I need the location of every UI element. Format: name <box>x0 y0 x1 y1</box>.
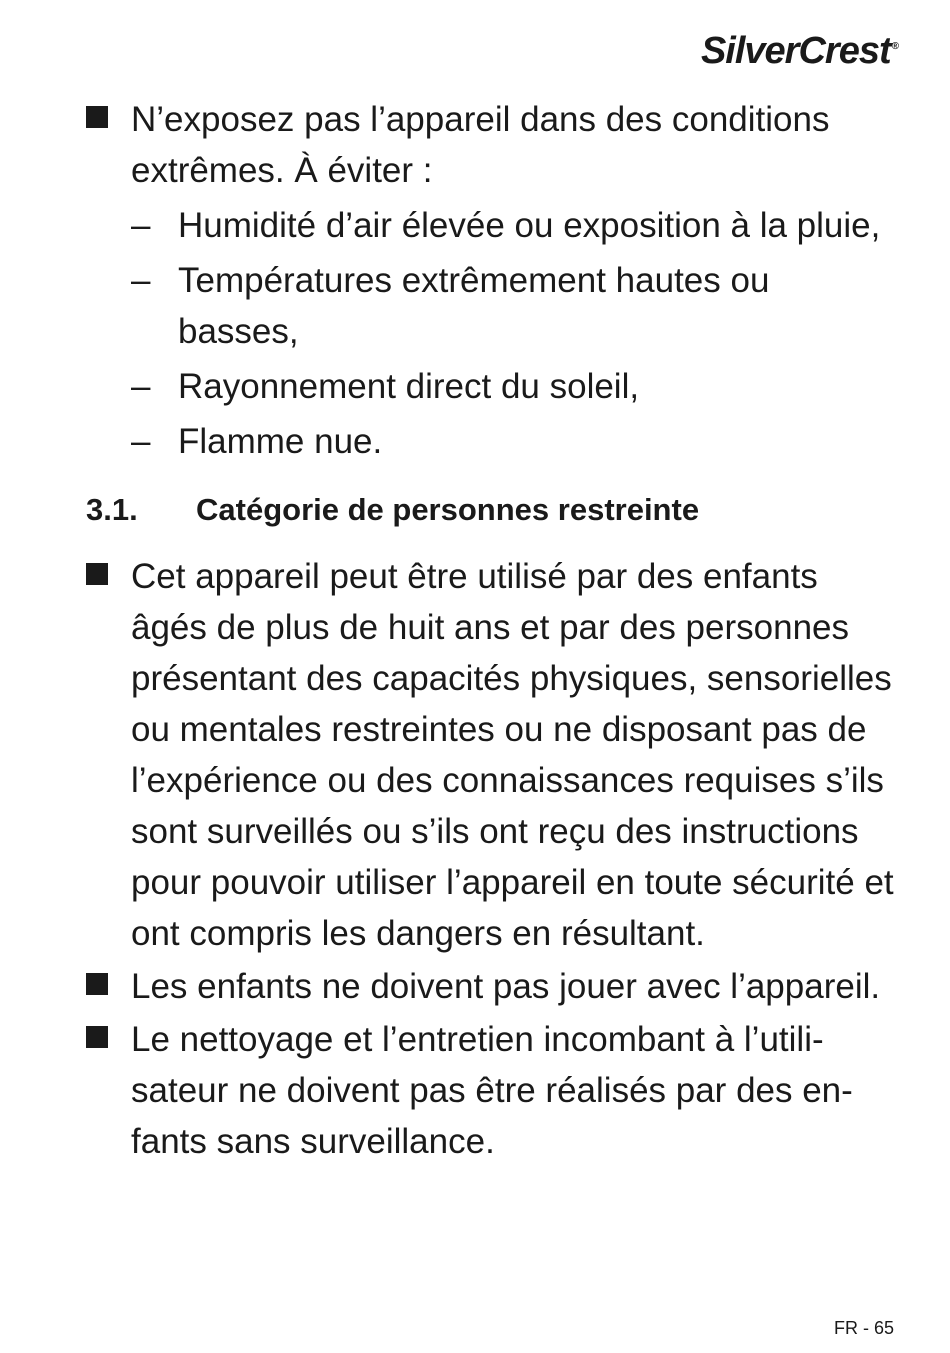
sub-list-item-text: Températures extrêmement hautes ou basses, <box>178 261 770 351</box>
list-item-text: Les enfants ne doivent pas jouer avec l’appareil. <box>131 967 881 1006</box>
section-number: 3.1. <box>86 492 138 527</box>
square-bullet-icon <box>86 973 108 995</box>
square-bullet-icon <box>86 106 108 128</box>
list-item <box>86 1014 896 1167</box>
sub-list-item <box>86 361 896 412</box>
square-bullet-icon <box>86 1026 108 1048</box>
sub-list-item <box>86 416 896 467</box>
registered-mark: ® <box>891 41 898 53</box>
page-number: FR - 65 <box>833 1318 894 1338</box>
sub-list-item-text: Humidité d’air élevée ou exposition à la pluie, <box>178 206 881 245</box>
sub-list-item-text: Rayonnement direct du soleil, <box>178 367 640 406</box>
list-item-text: Cet appareil peut être utilisé par des enfants âgés de plus de huit ans et par des personnes présentant des capacités physiques, sensorielles ou mentales restreintes ou ne disposant pas de l’expérience ou des connaissances requises s’ils sont surveillés ou s’ils ont reçu des instructions pour pouvoir utiliser l’appareil en toute sécurité et ont compris les dangers en résultant. <box>131 557 894 953</box>
list-item <box>86 94 896 196</box>
brand-logo-text: SilverCrest <box>700 30 891 72</box>
list-item-text: Le nettoyage et l’entretien incombant à l’utilisateur ne doivent pas être réalisés par des enfants sans surveillance. <box>131 1020 853 1161</box>
document-body <box>86 94 896 1167</box>
list-item-text: N’exposez pas l’appareil dans des conditions extrêmes. À éviter : <box>131 100 830 190</box>
dash-bullet: – <box>131 422 151 461</box>
dash-bullet: – <box>131 367 151 406</box>
square-bullet-icon <box>86 563 108 585</box>
sub-list-item <box>86 200 896 251</box>
section-title: Catégorie de personnes restreinte <box>196 492 700 527</box>
sub-list-item <box>86 255 896 357</box>
section-heading <box>86 485 896 535</box>
sub-list-item-text: Flamme nue. <box>178 422 383 461</box>
dash-bullet: – <box>131 261 151 300</box>
list-item <box>86 551 896 959</box>
list-item <box>86 961 896 1012</box>
brand-logo <box>701 30 898 73</box>
dash-bullet: – <box>131 206 151 245</box>
